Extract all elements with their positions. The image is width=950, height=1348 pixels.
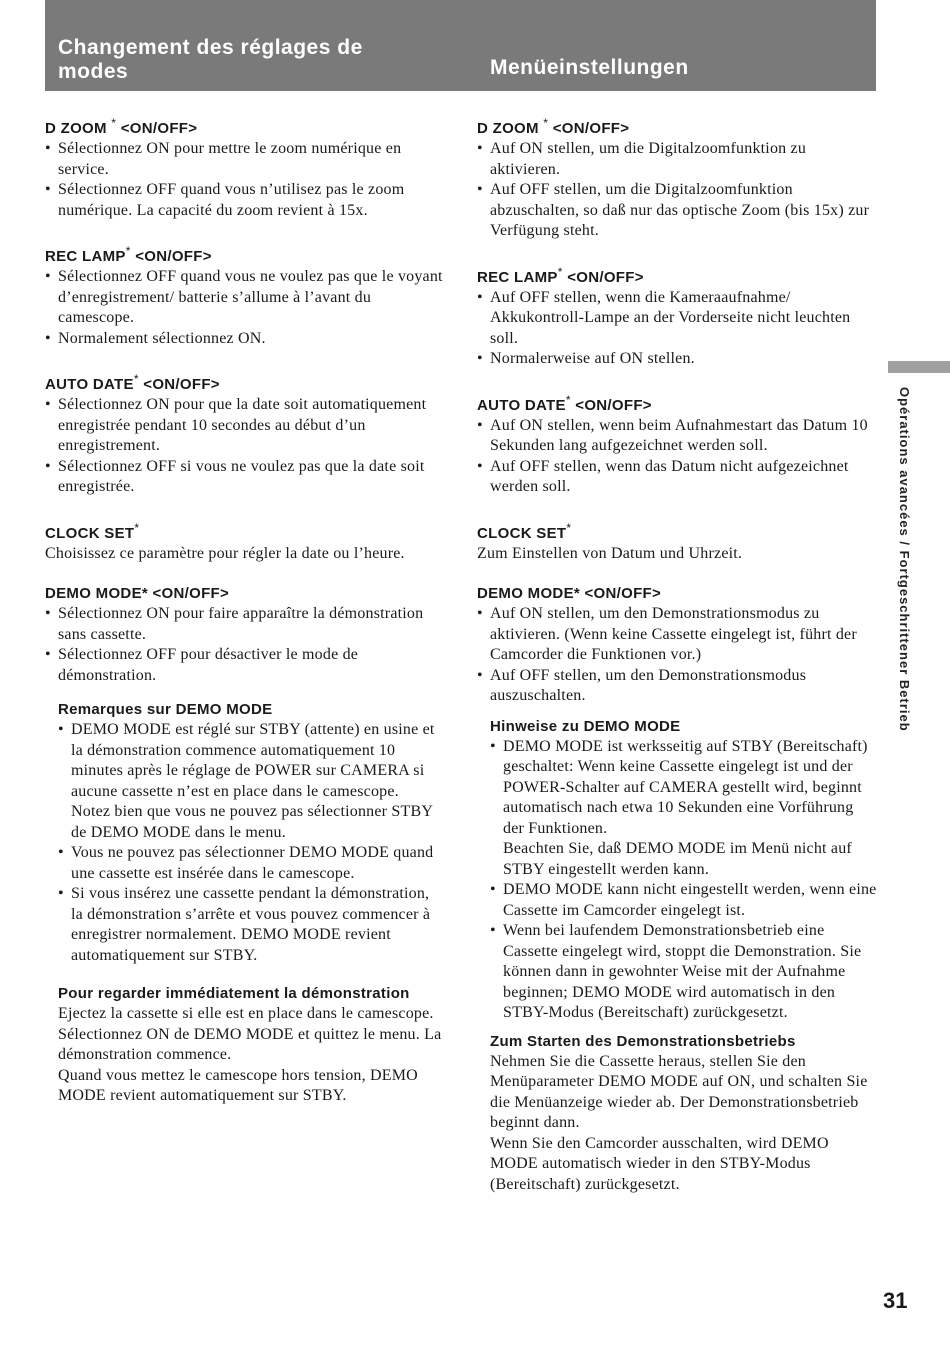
watch-text: Ejectez la cassette si elle est en place dans le camescope. Sélectionnez ON de DEMO MODE et quittez le menu. La démonstration commence. [58,1005,442,1063]
section-heading [45,113,445,139]
notes-heading: Hinweise zu DEMO MODE [490,717,681,735]
section-heading [477,262,877,288]
section-heading [477,518,877,544]
auto-date-section [45,369,445,498]
note-text: • DEMO MODE est réglé sur STBY (attente) en usine et la démonstration commence automatiquement 10 minutes après le réglage de POWER sur CAMERA si aucune cassette n’est en place dans le camescope. [71,721,435,800]
bullet-list [477,139,877,242]
list-item: • Sélectionnez OFF si vous ne voulez pas que la date soit enregistrée. [45,457,445,498]
list-item: • Sélectionnez ON pour que la date soit automatiquement enregistrée pendant 10 secondes au début d’un enregistrement. [45,395,445,457]
rec-lamp-section [45,241,445,349]
section-heading: DEMO MODE* <ON/OFF> [477,585,662,602]
list-item: • Auf OFF stellen, wenn die Kameraaufnahme/ Akkukontroll-Lampe an der Vorderseite nicht leuchten soll. [477,288,877,350]
setting-name: D ZOOM [45,120,107,137]
footnote-star: * [133,372,139,386]
footnote-star: * [134,520,140,535]
footnote-star: * [565,392,571,407]
setting-name: CLOCK SET [45,524,135,542]
note-item [490,737,877,881]
bullet-list [45,267,445,349]
bullet-list [477,416,877,498]
note-text: • DEMO MODE ist werksseitig auf STBY (Bereitschaft) geschaltet: Wenn keine Cassette eingelegt ist und der POWER-Schalter auf CAMERA gestellt wird, beginnt automatisch nach etwa 10 Sekunden eine Vorführung der Funktionen. [503,737,868,837]
clock-set-section [45,518,445,565]
setting-options: <ON/OFF> [575,396,652,414]
watch-text: Wenn Sie den Camcorder ausschalten, wird DEMO MODE automatisch wieder in den STBY-Modus (Bereitschaft) zurückgesetzt. [490,1134,829,1193]
page-title-german: Menüeinstellungen [490,56,689,79]
list-item: • Normalement sélectionnez ON. [45,329,445,350]
setting-name: AUTO DATE [477,396,566,414]
note-item [490,921,877,1024]
footnote-star: * [111,116,117,130]
list-item: • Sélectionnez OFF pour désactiver le mode de démonstration. [45,645,445,686]
note-item [58,884,445,966]
note-item [490,880,877,921]
setting-name: D ZOOM [477,120,539,137]
section-heading: DEMO MODE* <ON/OFF> [45,585,230,602]
setting-name: REC LAMP [45,248,126,265]
list-item: • Auf ON stellen, um die Digitalzoomfunktion zu aktivieren. [477,139,877,180]
setting-options: <ON/OFF> [143,376,220,393]
list-item: • Auf ON stellen, um den Demonstrationsmodus zu aktivieren. (Wenn keine Cassette eingelegt ist, führt der Camcorder die Funktionen vor.) [477,604,877,666]
setting-name: CLOCK SET [477,524,567,542]
list-item: • Auf OFF stellen, wenn das Datum nicht aufgezeichnet werden soll. [477,457,877,498]
list-item: • Sélectionnez ON pour mettre le zoom numérique en service. [45,139,445,180]
watch-text: Nehmen Sie die Cassette heraus, stellen Sie den Menüparameter DEMO MODE auf ON, und schalten Sie die Menüanzeige wieder ab. Der Demonstrationsbetrieb beginnt dann. [490,1052,868,1131]
section-text: Zum Einstellen von Datum und Uhrzeit. [477,544,743,562]
notes-list [490,737,877,1024]
auto-date-section [477,390,877,498]
note-extra: Notez bien que vous ne pouvez pas sélectionner STBY de DEMO MODE dans le menu. [71,803,433,841]
watch-heading: Pour regarder immédiatement la démonstration [58,985,410,1002]
section-text: Choisissez ce paramètre pour régler la date ou l’heure. [45,544,405,562]
side-tab-marker [888,361,950,373]
dzoom-section [477,113,877,242]
bullet-list [45,604,445,686]
section-heading [477,113,877,139]
watch-demo-block [490,1032,877,1196]
setting-options: <ON/OFF> [135,248,212,265]
setting-options: <ON/OFF> [552,120,630,137]
note-text: • Vous ne pouvez pas sélectionner DEMO MODE quand une cassette est insérée dans le camescope. [71,844,434,882]
footnote-star: * [557,264,563,279]
footnote-star: * [543,116,549,130]
demo-mode-section [477,584,877,1195]
note-text: • Wenn bei laufendem Demonstrationsbetrieb eine Cassette eingelegt wird, stoppt die Demonstration. Sie können dann in gewohnter Weise mit der Aufnahme beginnen; DEMO MODE wird automatisch in den STBY-Modus (Bereitschaft) zurückgesetzt. [503,922,862,1021]
watch-heading: Zum Starten des Demonstrationsbetriebs [490,1032,796,1050]
rec-lamp-section [477,262,877,370]
note-item [58,720,445,843]
french-column [45,113,445,1127]
setting-name: REC LAMP [477,268,558,286]
demo-mode-notes [58,700,445,966]
bullet-list [477,288,877,370]
list-item: • Auf OFF stellen, um den Demonstrationsmodus auszuschalten. [477,666,877,707]
list-item: • Sélectionnez OFF quand vous n’utilisez pas le zoom numérique. La capacité du zoom revient à 15x. [45,180,445,221]
list-item: • Auf OFF stellen, um die Digitalzoomfunktion abzuschalten, so daß nur das optische Zoom (bis 15x) zur Verfügung steht. [477,180,877,242]
section-heading [45,518,445,544]
demo-mode-notes [490,717,877,1024]
header-band [45,0,876,91]
page-title-french: Changement des réglages de modes [58,36,363,83]
bullet-list [477,604,877,707]
watch-text: Quand vous mettez le camescope hors tension, DEMO MODE revient automatiquement sur STBY. [58,1066,418,1104]
dzoom-section [45,113,445,221]
note-text: • Si vous insérez une cassette pendant la démonstration, la démonstration s’arrête et vous pouvez commencer à enregistrer normalement. DEMO MODE revient automatiquement sur STBY. [71,885,431,964]
setting-name: AUTO DATE [45,376,134,393]
list-item: • Sélectionnez OFF quand vous ne voulez pas que le voyant d’enregistrement/ batterie s’allume à l’avant du camescope. [45,267,445,329]
bullet-list [45,139,445,221]
watch-demo-block [58,984,445,1107]
section-heading [45,369,445,395]
section-heading [45,241,445,267]
section-heading [477,390,877,416]
setting-options: <ON/OFF> [567,268,644,286]
clock-set-section [477,518,877,565]
page-number: 31 [883,1288,908,1313]
list-item: • Auf ON stellen, wenn beim Aufnahmestart das Datum 10 Sekunden lang aufgezeichnet werden soll. [477,416,877,457]
setting-options: <ON/OFF> [120,120,198,137]
notes-heading: Remarques sur DEMO MODE [58,701,273,718]
demo-mode-section [45,584,445,1107]
bullet-list [45,395,445,498]
footnote-star: * [125,244,131,258]
note-extra: Beachten Sie, daß DEMO MODE im Menü nicht auf STBY eingestellt werden kann. [503,840,852,878]
list-item: • Normalerweise auf ON stellen. [477,349,877,370]
note-item [58,843,445,884]
side-chapter-label: Opérations avancées / Fortgeschrittener Betrieb [897,387,912,732]
german-column [477,113,877,1215]
footnote-star: * [566,520,572,535]
list-item: • Sélectionnez ON pour faire apparaître la démonstration sans cassette. [45,604,445,645]
notes-list [58,720,445,966]
note-text: • DEMO MODE kann nicht eingestellt werden, wenn eine Cassette im Camcorder eingelegt ist. [503,881,877,919]
